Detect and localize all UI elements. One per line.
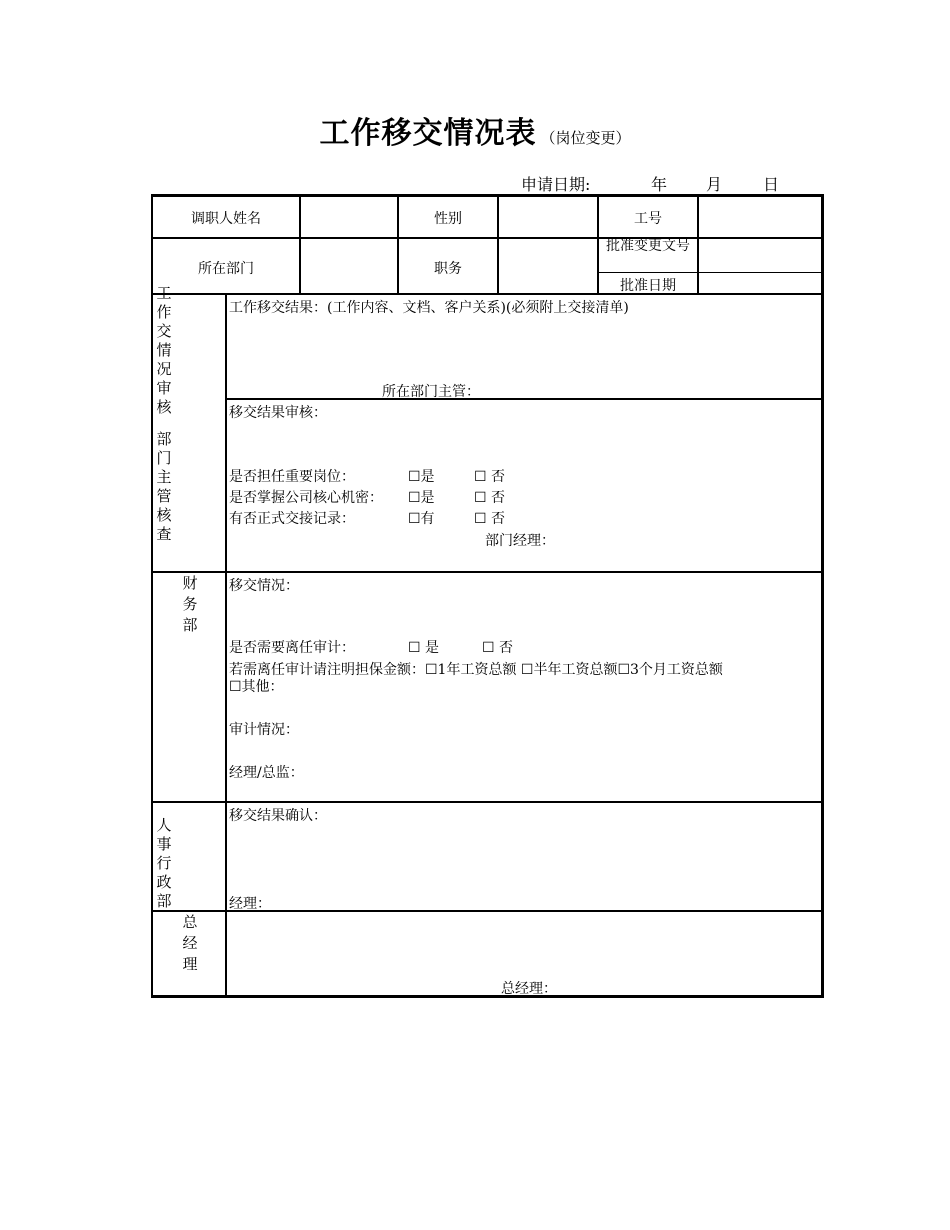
form-title: 工作移交情况表 [319,116,537,151]
date-month-label: 月 [706,175,723,194]
manager-director-label: 经理/总监： [229,765,304,781]
approval-doc-label: 批准变更文号 [606,238,690,254]
date-day-label: 日 [763,175,780,194]
core-secret-yes-checkbox[interactable]: ☐是 [408,490,435,506]
section-dept-check-label: 部 门 主 管 核 查 [156,430,172,543]
date-year-label: 年 [651,175,668,194]
general-manager-label: 总经理： [501,981,557,997]
audit-question: 是否需要离任审计： [229,640,355,656]
form-subtitle: （岗位变更） [540,129,631,147]
page-title [0,108,950,152]
approval-date-label: 批准日期 [620,278,676,294]
guarantee-amount-options[interactable]: 若需离任审计请注明担保金额：☐1年工资总额 ☐半年工资总额☐3个月工资总额 [229,662,723,678]
position-label: 职务 [434,261,462,277]
audit-yes-checkbox[interactable]: ☐ 是 [408,640,440,656]
handover-result-label: 工作移交结果：(工作内容、文档、客户关系)(必须附上交接清单) [229,300,629,316]
employee-id-field[interactable] [699,198,821,237]
hr-manager-label: 经理： [229,896,271,912]
dept-manager-label: 部门经理： [485,533,555,549]
core-secret-no-checkbox[interactable]: ☐ 否 [474,490,506,506]
gender-label: 性别 [434,211,462,227]
position-field[interactable] [499,240,597,293]
name-field[interactable] [301,198,397,237]
department-label: 所在部门 [198,261,254,277]
handover-record-no-checkbox[interactable]: ☐ 否 [474,511,506,527]
approval-doc-field[interactable] [699,240,821,272]
dept-supervisor-label: 所在部门主管： [382,384,480,400]
handover-review-label: 移交结果审核： [229,405,327,421]
audit-status-label: 审计情况： [229,722,299,738]
date-label: 申请日期: [521,175,591,194]
guarantee-other-checkbox[interactable]: ☐其他： [229,679,284,695]
name-label: 调职人姓名 [191,211,261,227]
gender-field[interactable] [499,198,597,237]
handover-record-has-checkbox[interactable]: ☐有 [408,511,435,527]
important-post-yes-checkbox[interactable]: ☐是 [408,469,435,485]
handover-confirm-label: 移交结果确认： [229,808,327,824]
important-post-question: 是否担任重要岗位： [229,469,355,485]
important-post-no-checkbox[interactable]: ☐ 否 [474,469,506,485]
handover-status-label: 移交情况： [229,578,299,594]
core-secret-question: 是否掌握公司核心机密： [229,490,383,506]
handover-record-question: 有否正式交接记录： [229,511,355,527]
section-hr-label: 人 事 行 政 部 [156,816,172,910]
audit-no-checkbox[interactable]: ☐ 否 [482,640,514,656]
section-work-review-label: 工 作 交 情 况 审 核 [156,284,172,416]
department-field[interactable] [301,240,397,293]
section-finance-label: 财 务 部 [182,574,198,634]
section-gm-label: 总 经 理 [182,913,198,973]
approval-date-field[interactable] [699,274,821,293]
employee-id-label: 工号 [634,211,662,227]
